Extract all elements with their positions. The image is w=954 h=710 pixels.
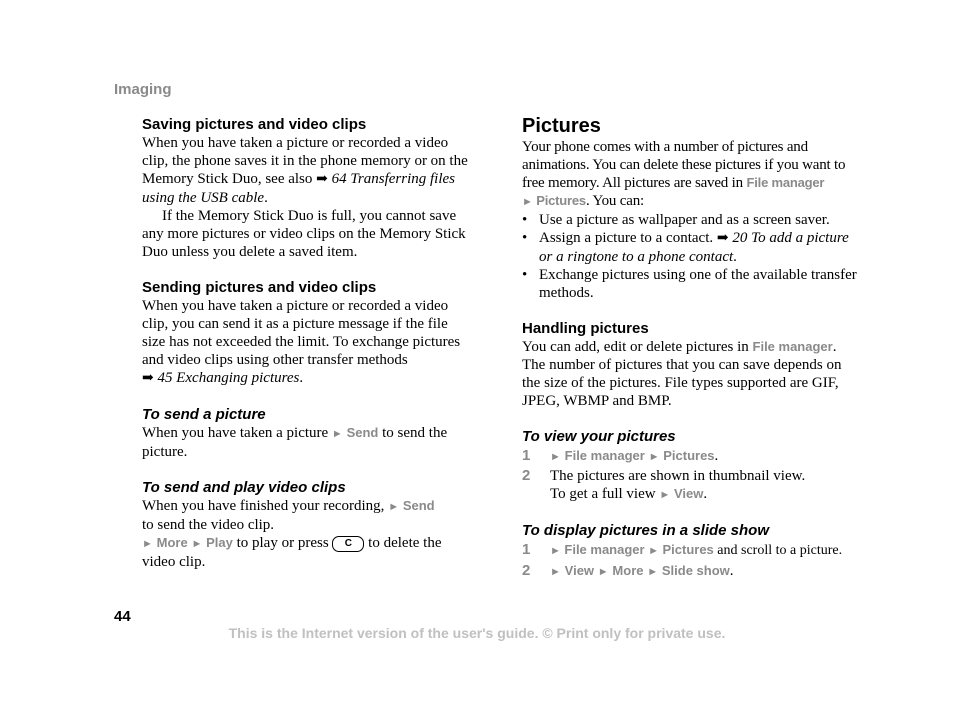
heading-handling: Handling pictures <box>522 320 649 337</box>
ui-pictures: Pictures <box>662 542 714 557</box>
ui-file-manager: File manager <box>746 175 825 190</box>
saving-paragraph-2: If the Memory Stick Duo is full, you cannot save any more pictures or video clips on the Memory Stick Duo unless you delete a saved item. <box>142 208 466 260</box>
menu-arrow-icon: ► <box>388 501 400 513</box>
reference-arrow-icon: ➡ <box>142 371 154 386</box>
ui-more: More <box>156 535 188 550</box>
ui-play: Play <box>206 535 233 550</box>
menu-arrow-icon: ► <box>659 489 671 501</box>
menu-arrow-icon: ► <box>142 538 153 550</box>
c-key-icon: C <box>332 536 364 552</box>
page-number: 44 <box>114 608 131 625</box>
menu-arrow-icon: ► <box>648 451 660 463</box>
saving-reference: 64 Transferring files using the USB cable <box>142 171 455 206</box>
saving-paragraph-1: When you have taken a picture or recorded a video clip, the phone saves it in the phone memory or on the Memory Stick Duo, see also ➡ 64 Transferring files using the USB cable. <box>142 135 468 206</box>
list-item: • Assign a picture to a contact. ➡ 20 To add a picture or a ringtone to a phone contact. <box>522 230 849 265</box>
ui-view: View <box>673 486 704 501</box>
sending-reference: 45 Exchanging pictures <box>157 370 300 386</box>
ui-view: View <box>564 563 595 578</box>
heading-slideshow: To display pictures in a slide show <box>522 522 770 539</box>
contact-reference: 20 To add a picture or a ringtone to a phone contact <box>539 230 849 265</box>
send-video-text-2: ► More ► Play to play or press C to delete the video clip. <box>142 535 442 570</box>
ui-pictures: Pictures <box>663 448 715 463</box>
view-step-1: 1 ► File manager ► Pictures. <box>522 447 719 464</box>
slideshow-step-2: 2 ► View ► More ► Slide show. <box>522 562 734 579</box>
ui-send: Send <box>402 498 435 513</box>
heading-send-video: To send and play video clips <box>142 479 346 496</box>
menu-arrow-icon: ► <box>550 545 561 557</box>
list-item: • Exchange pictures using one of the available transfer methods. <box>522 267 857 301</box>
view-step-2: 2 The pictures are shown in thumbnail view. To get a full view ► View. <box>522 467 806 502</box>
pictures-intro: Your phone comes with a number of pictures and animations. You can delete these pictures if you want to free memory. All pictures are saved in File manager ► Pictures. You can: <box>522 139 846 209</box>
heading-view: To view your pictures <box>522 428 676 445</box>
sending-paragraph: When you have taken a picture or recorded a video clip, you can send it as a picture message if the file size has not exceeded the limit. To exchange pictures and video clips using other transfer methods ➡ 45 Exchanging pictures. <box>142 298 461 386</box>
page-title: Pictures <box>522 115 601 137</box>
footer-notice: This is the Internet version of the user's guide. © Print only for private use. <box>228 625 726 641</box>
heading-send-picture: To send a picture <box>142 406 266 423</box>
send-picture-text: When you have taken a picture ► Send to send the picture. <box>142 425 448 460</box>
ui-file-manager: File manager <box>564 448 645 463</box>
heading-saving: Saving pictures and video clips <box>142 116 367 133</box>
list-item: • Use a picture as wallpaper and as a screen saver. <box>522 212 830 228</box>
pictures-options-list <box>522 211 857 302</box>
menu-arrow-icon: ► <box>331 428 343 440</box>
reference-arrow-icon: ➡ <box>316 172 328 187</box>
send-video-text-1: When you have finished your recording, ► Send to send the video clip. <box>142 498 435 533</box>
reference-arrow-icon: ➡ <box>716 231 729 246</box>
handling-paragraph: You can add, edit or delete pictures in File manager. The number of pictures that you can save depends on the size of the pictures. File types supported are GIF, JPEG, WBMP and BMP. <box>522 339 842 409</box>
ui-file-manager: File manager <box>564 542 645 557</box>
menu-arrow-icon: ► <box>597 566 609 578</box>
heading-sending: Sending pictures and video clips <box>142 279 377 296</box>
menu-arrow-icon: ► <box>522 196 533 208</box>
right-column <box>522 114 857 582</box>
ui-pictures: Pictures <box>536 193 586 208</box>
ui-send: Send <box>346 425 379 440</box>
slideshow-step-1: 1 ► File manager ► Pictures and scroll to a picture. <box>522 541 843 558</box>
menu-arrow-icon: ► <box>550 566 561 578</box>
ui-slide-show: Slide show <box>661 563 730 578</box>
menu-arrow-icon: ► <box>191 538 203 550</box>
menu-arrow-icon: ► <box>647 566 659 578</box>
menu-arrow-icon: ► <box>550 451 561 463</box>
ui-more: More <box>612 563 644 578</box>
section-label: Imaging <box>114 81 172 98</box>
ui-file-manager: File manager <box>752 339 833 354</box>
left-column <box>142 116 472 571</box>
menu-arrow-icon: ► <box>648 545 659 557</box>
